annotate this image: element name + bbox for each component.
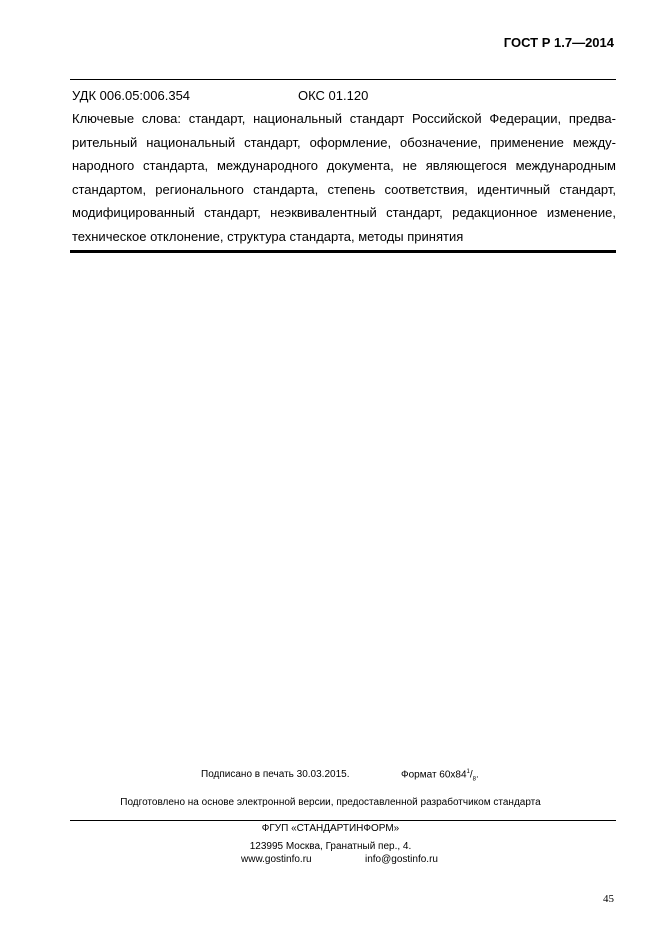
paper-format: Формат $60x84^1/_8$. (401, 769, 479, 783)
keywords-line: рительный национальный стандарт, оформление, обозначение, применение между- (72, 134, 616, 150)
publisher-name: ФГУП «СТАНДАРТИНФОРМ» (261, 823, 400, 834)
keywords-line: стандартом, регионального стандарта, степень соответствия, идентичный стандарт, (72, 181, 616, 197)
top-divider (70, 79, 616, 80)
thick-divider (70, 250, 616, 253)
website-link[interactable]: www.gostinfo.ru (241, 854, 312, 865)
format-label: Формат 60x84 (401, 769, 467, 781)
keywords-line: народного стандарта, международного документа, не являющегося международным (72, 158, 616, 174)
signed-date: Подписано в печать 30.03.2015. (201, 769, 350, 780)
format-numerator: 1 (466, 769, 470, 775)
oks-code: ОКС 01.120 (298, 88, 369, 103)
keywords-block (72, 107, 616, 249)
email-link[interactable]: info@gostinfo.ru (365, 854, 438, 865)
bottom-divider (70, 820, 616, 821)
publisher-address: 123995 Москва, Гранатный пер., 4. (249, 841, 412, 852)
prepared-note: Подготовлено на основе электронной версии, предоставленной разработчиком стандарта (120, 797, 541, 808)
format-denominator: 8 (472, 776, 477, 783)
standard-designation: ГОСТ Р 1.7—2014 (503, 35, 614, 50)
page-number: 45 (603, 893, 614, 905)
keywords-line: Ключевые слова: стандарт, национальный стандарт Российской Федерации, предва- (72, 111, 616, 126)
keywords-line: модифицированный стандарт, неэквивалентный стандарт, редакционное изменение, (72, 205, 616, 221)
udk-code: УДК 006.05:006.354 (72, 88, 191, 103)
keywords-line: техническое отклонение, структура стандарта, методы принятия (72, 228, 464, 244)
format-suffix: . (476, 769, 479, 781)
